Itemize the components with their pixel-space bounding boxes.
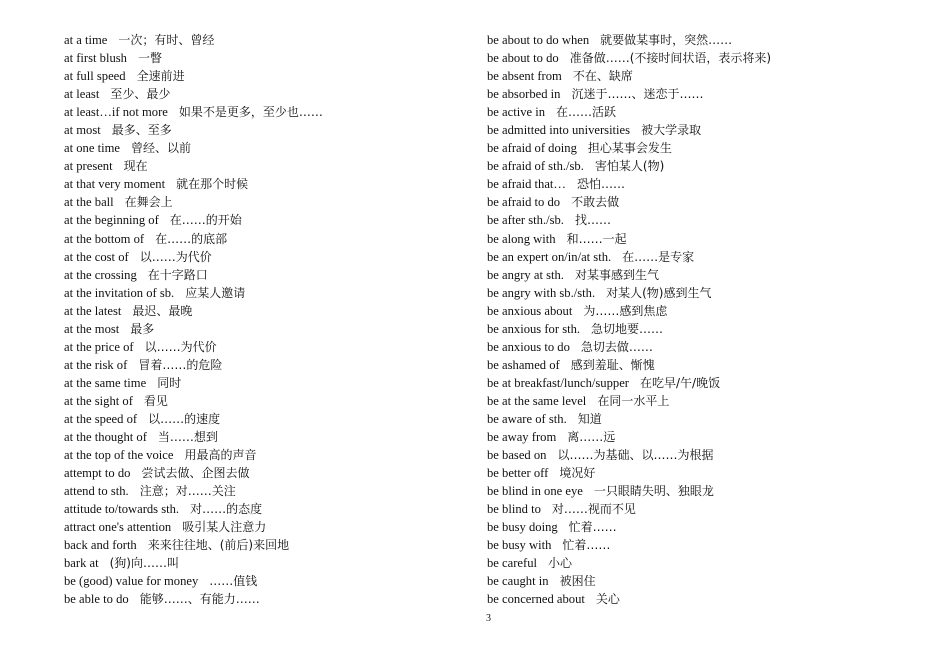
phrase-entry bbox=[64, 356, 484, 374]
phrase-chinese: 在舞会上 bbox=[124, 195, 173, 210]
phrase-entry bbox=[64, 320, 484, 338]
phrase-chinese: 当……想到 bbox=[157, 430, 218, 445]
phrase-entry bbox=[487, 320, 927, 338]
phrase-english: at least bbox=[64, 87, 100, 102]
phrase-entry bbox=[487, 230, 927, 248]
phrase-chinese: 就要做某事时，突然…… bbox=[600, 33, 733, 47]
phrase-chinese: 为……感到焦虑 bbox=[583, 303, 668, 318]
phrase-chinese: 同时 bbox=[157, 375, 182, 390]
phrase-english: bark at bbox=[64, 556, 99, 571]
phrase-chinese: ……值钱 bbox=[209, 574, 258, 589]
phrase-entry bbox=[487, 446, 927, 464]
phrase-entry bbox=[487, 338, 927, 356]
phrase-english: be blind to bbox=[487, 502, 541, 517]
phrase-english: be away from bbox=[487, 430, 557, 445]
phrase-chinese: 在吃早/午/晚饭 bbox=[639, 375, 721, 390]
phrase-chinese: 吸引某人注意力 bbox=[182, 520, 267, 535]
phrase-english: at the sight of bbox=[64, 393, 133, 408]
phrase-chinese: 注意；对……关注 bbox=[139, 484, 236, 499]
phrase-english: be absent from bbox=[487, 69, 562, 84]
phrase-chinese: 和……一起 bbox=[566, 231, 627, 246]
phrase-chinese: 忙着…… bbox=[562, 538, 611, 553]
phrase-chinese: 全速前进 bbox=[136, 69, 185, 84]
phrase-entry bbox=[487, 356, 927, 374]
phrase-chinese: 不在、缺席 bbox=[572, 69, 633, 84]
phrase-english: at the thought of bbox=[64, 430, 147, 445]
phrase-chinese: 境况好 bbox=[559, 466, 596, 481]
phrase-chinese: 用最高的声音 bbox=[184, 448, 257, 463]
phrase-entry bbox=[487, 157, 927, 175]
phrase-english: at first blush bbox=[64, 51, 127, 66]
phrase-chinese: 现在 bbox=[123, 159, 148, 174]
phrase-entry bbox=[64, 175, 484, 193]
phrase-entry bbox=[487, 554, 927, 572]
phrase-english: at full speed bbox=[64, 69, 126, 84]
phrase-chinese: 能够……、有能力…… bbox=[139, 592, 260, 607]
phrase-chinese: 看见 bbox=[143, 393, 168, 408]
phrase-chinese: 担心某事会发生 bbox=[587, 141, 672, 156]
phrase-entry bbox=[64, 211, 484, 229]
phrase-chinese: 最多、至多 bbox=[111, 123, 172, 138]
phrase-english: at one time bbox=[64, 141, 120, 156]
phrase-entry bbox=[487, 175, 927, 193]
phrase-english: back and forth bbox=[64, 538, 137, 553]
phrase-chinese: 在同一水平上 bbox=[597, 393, 670, 408]
phrase-chinese: 在……的开始 bbox=[169, 213, 242, 228]
phrase-english: be after sth./sb. bbox=[487, 213, 564, 228]
phrase-chinese: 最迟、最晚 bbox=[132, 303, 193, 318]
phrase-entry bbox=[487, 590, 927, 608]
phrase-entry bbox=[487, 139, 927, 157]
phrase-chinese: 对某事感到生气 bbox=[574, 267, 659, 282]
phrase-english: be active in bbox=[487, 105, 546, 120]
phrase-entry bbox=[487, 500, 927, 518]
phrase-english: be afraid that… bbox=[487, 177, 567, 192]
phrase-entry bbox=[487, 49, 927, 67]
phrase-english: at present bbox=[64, 159, 113, 174]
phrase-entry bbox=[487, 284, 927, 302]
phrase-english: at most bbox=[64, 123, 101, 138]
phrase-english: be better off bbox=[487, 466, 549, 481]
phrase-entry bbox=[64, 338, 484, 356]
phrase-entry bbox=[64, 31, 484, 49]
phrase-chinese: 不敢去做 bbox=[571, 195, 620, 210]
phrase-english: be absorbed in bbox=[487, 87, 561, 102]
phrase-entry bbox=[487, 67, 927, 85]
phrase-chinese: 感到羞耻、惭愧 bbox=[570, 357, 655, 372]
phrase-entry bbox=[64, 139, 484, 157]
phrase-english: at that very moment bbox=[64, 177, 166, 192]
phrase-english: at the beginning of bbox=[64, 213, 159, 228]
phrase-chinese: 忙着…… bbox=[568, 520, 617, 535]
phrase-entry bbox=[64, 284, 484, 302]
phrase-chinese: 至少、最少 bbox=[110, 87, 171, 102]
phrase-entry bbox=[64, 121, 484, 139]
phrase-chinese: 被困住 bbox=[559, 574, 596, 589]
phrase-chinese: 以……为基础、以……为根据 bbox=[557, 448, 714, 463]
phrase-entry bbox=[487, 103, 927, 121]
phrase-english: be anxious about bbox=[487, 303, 573, 318]
phrase-entry bbox=[64, 446, 484, 464]
phrase-english: be an expert on/in/at sth. bbox=[487, 249, 612, 264]
phrase-english: be along with bbox=[487, 231, 556, 246]
phrase-entry bbox=[64, 392, 484, 410]
phrase-entry bbox=[487, 211, 927, 229]
phrase-chinese: 害怕某人(物) bbox=[594, 159, 665, 174]
phrase-english: at the bottom of bbox=[64, 231, 145, 246]
phrase-chinese: 以……的速度 bbox=[148, 411, 221, 426]
phrase-english: be blind in one eye bbox=[487, 484, 583, 499]
phrase-chinese: 冒着……的危险 bbox=[138, 357, 223, 372]
phrase-english: attract one's attention bbox=[64, 520, 172, 535]
phrase-entry bbox=[64, 554, 484, 572]
phrase-entry bbox=[487, 464, 927, 482]
phrase-english: be (good) value for money bbox=[64, 574, 199, 589]
phrase-chinese: 知道 bbox=[577, 411, 602, 426]
phrase-english: at a time bbox=[64, 33, 108, 47]
phrase-entry bbox=[64, 302, 484, 320]
phrase-chinese: (狗)向……叫 bbox=[109, 556, 179, 571]
phrase-english: be angry with sb./sth. bbox=[487, 285, 596, 300]
phrase-chinese: 恐怕…… bbox=[577, 177, 626, 192]
phrase-english: be based on bbox=[487, 448, 547, 463]
phrase-english: at the risk of bbox=[64, 357, 128, 372]
phrase-entry bbox=[64, 157, 484, 175]
phrase-entry bbox=[64, 590, 484, 608]
phrase-entry bbox=[487, 266, 927, 284]
phrase-entry bbox=[64, 536, 484, 554]
phrase-english: be angry at sth. bbox=[487, 267, 564, 282]
phrase-entry bbox=[64, 500, 484, 518]
phrase-entry bbox=[64, 248, 484, 266]
phrase-entry bbox=[64, 49, 484, 67]
phrase-entry bbox=[64, 518, 484, 536]
phrase-english: be ashamed of bbox=[487, 357, 560, 372]
phrase-english: be anxious to do bbox=[487, 339, 570, 354]
phrase-english: be about to do bbox=[487, 51, 559, 66]
phrase-chinese: 急切去做…… bbox=[580, 339, 653, 354]
phrase-entry bbox=[64, 193, 484, 211]
phrase-chinese: 以……为代价 bbox=[144, 339, 217, 354]
phrase-entry bbox=[64, 67, 484, 85]
phrase-english: at the crossing bbox=[64, 267, 137, 282]
phrase-chinese: 在十字路口 bbox=[147, 267, 208, 282]
phrase-entry bbox=[64, 266, 484, 284]
phrase-chinese: 对某人(物)感到生气 bbox=[606, 285, 712, 300]
phrase-english: be afraid of doing bbox=[487, 141, 577, 156]
phrase-chinese: 在……活跃 bbox=[556, 105, 617, 120]
phrase-english: be concerned about bbox=[487, 592, 585, 607]
phrase-english: be careful bbox=[487, 556, 537, 571]
phrase-entry bbox=[64, 410, 484, 428]
phrase-chinese: 就在那个时候 bbox=[176, 177, 249, 192]
phrase-entry bbox=[64, 572, 484, 590]
phrase-chinese: 被大学录取 bbox=[641, 123, 702, 138]
phrase-chinese: 离……远 bbox=[567, 430, 616, 445]
phrase-entry bbox=[487, 410, 927, 428]
phrase-chinese: 沉迷于……、迷恋于…… bbox=[571, 87, 704, 102]
phrase-english: at least…if not more bbox=[64, 105, 168, 120]
phrase-entry bbox=[487, 518, 927, 536]
phrase-entry bbox=[487, 536, 927, 554]
phrase-chinese: 最多 bbox=[130, 321, 155, 336]
phrase-entry bbox=[487, 31, 927, 49]
right-column bbox=[487, 31, 927, 609]
phrase-english: be able to do bbox=[64, 592, 129, 607]
phrase-chinese: 对……视而不见 bbox=[551, 502, 636, 517]
phrase-english: be anxious for sth. bbox=[487, 321, 581, 336]
phrase-english: at the price of bbox=[64, 339, 134, 354]
phrase-entry bbox=[64, 482, 484, 500]
phrase-english: be at the same level bbox=[487, 393, 587, 408]
phrase-entry bbox=[487, 85, 927, 103]
phrase-english: be busy doing bbox=[487, 520, 558, 535]
phrase-english: at the same time bbox=[64, 375, 147, 390]
phrase-english: attitude to/towards sth. bbox=[64, 502, 180, 517]
phrase-entry bbox=[64, 85, 484, 103]
phrase-english: be about to do when bbox=[487, 33, 590, 47]
phrase-chinese: 关心 bbox=[595, 592, 620, 607]
phrase-entry bbox=[487, 428, 927, 446]
phrase-entry bbox=[64, 103, 484, 121]
phrase-english: at the speed of bbox=[64, 411, 138, 426]
phrase-english: at the latest bbox=[64, 303, 122, 318]
phrase-entry bbox=[487, 572, 927, 590]
phrase-chinese: 如果不是更多，至少也…… bbox=[178, 105, 323, 120]
phrase-english: be admitted into universities bbox=[487, 123, 631, 138]
phrase-english: be afraid to do bbox=[487, 195, 561, 210]
phrase-entry bbox=[64, 230, 484, 248]
phrase-chinese: 急切地要…… bbox=[591, 321, 664, 336]
phrase-entry bbox=[487, 482, 927, 500]
phrase-chinese: 找…… bbox=[574, 213, 611, 228]
phrase-english: be at breakfast/lunch/supper bbox=[487, 375, 629, 390]
phrase-english: attend to sth. bbox=[64, 484, 129, 499]
phrase-chinese: 一只眼睛失明、独眼龙 bbox=[593, 484, 714, 499]
phrase-english: at the invitation of sb. bbox=[64, 285, 175, 300]
phrase-chinese: 在……的底部 bbox=[155, 231, 228, 246]
phrase-english: be caught in bbox=[487, 574, 549, 589]
phrase-english: be afraid of sth./sb. bbox=[487, 159, 584, 174]
phrase-entry bbox=[487, 392, 927, 410]
phrase-chinese: 以……为代价 bbox=[139, 249, 212, 264]
page-number: 3 bbox=[486, 613, 491, 624]
phrase-entry bbox=[487, 193, 927, 211]
phrase-entry bbox=[487, 374, 927, 392]
phrase-entry bbox=[487, 302, 927, 320]
phrase-english: be aware of sth. bbox=[487, 411, 567, 426]
phrase-chinese: 在……是专家 bbox=[622, 249, 695, 264]
phrase-chinese: 小心 bbox=[548, 556, 573, 571]
phrase-chinese: 一瞥 bbox=[137, 51, 162, 66]
phrase-entry bbox=[64, 428, 484, 446]
phrase-chinese: 曾经、以前 bbox=[130, 141, 191, 156]
phrase-chinese: 应某人邀请 bbox=[185, 285, 246, 300]
phrase-english: at the cost of bbox=[64, 249, 129, 264]
phrase-english: be busy with bbox=[487, 538, 552, 553]
phrase-entry bbox=[487, 248, 927, 266]
phrase-chinese: 一次；有时、曾经 bbox=[118, 33, 215, 47]
left-column bbox=[64, 31, 484, 609]
phrase-chinese: 尝试去做、企图去做 bbox=[141, 466, 250, 481]
phrase-entry bbox=[487, 121, 927, 139]
phrase-chinese: 准备做……(不接时间状语，表示将来) bbox=[569, 51, 772, 66]
phrase-english: at the ball bbox=[64, 195, 114, 210]
phrase-entry bbox=[64, 374, 484, 392]
phrase-english: attempt to do bbox=[64, 466, 131, 481]
phrase-english: at the top of the voice bbox=[64, 448, 174, 463]
phrase-chinese: 来来往往地、(前后)来回地 bbox=[147, 538, 290, 553]
phrase-english: at the most bbox=[64, 321, 120, 336]
phrase-entry bbox=[64, 464, 484, 482]
phrase-chinese: 对……的态度 bbox=[190, 502, 263, 517]
